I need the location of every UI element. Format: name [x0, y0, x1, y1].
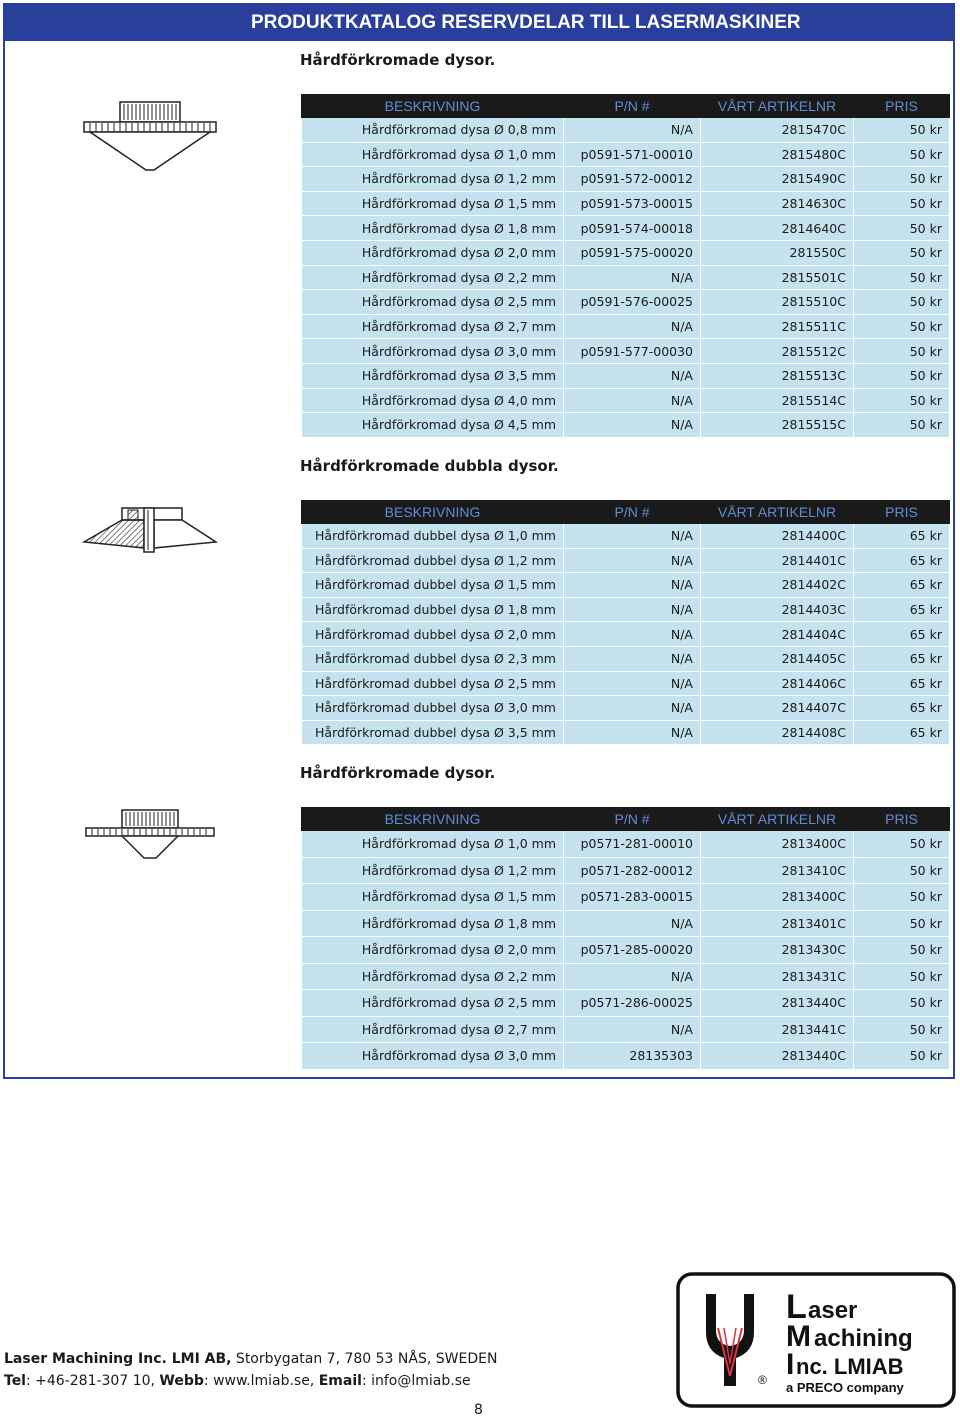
- table-row: [302, 548, 950, 573]
- cell-pn: N/A: [564, 413, 701, 438]
- cell-description: Hårdförkromad dysa Ø 1,8 mm: [302, 910, 564, 937]
- table-row: [302, 167, 950, 192]
- col-header-description: BESKRIVNING: [302, 95, 564, 118]
- table-row: [302, 720, 950, 745]
- cell-article: 2815501C: [701, 265, 854, 290]
- table-section-3: [301, 807, 950, 1070]
- section-heading-2: Hårdförkromade dubbla dysor.: [300, 457, 559, 475]
- table-row: [302, 363, 950, 388]
- table-row: [302, 314, 950, 339]
- cell-pn: p0591-572-00012: [564, 167, 701, 192]
- cell-article: 2813441C: [701, 1016, 854, 1043]
- cell-pn: N/A: [564, 118, 701, 143]
- cell-price: 50 kr: [854, 240, 950, 265]
- cell-price: 65 kr: [854, 622, 950, 647]
- cell-price: 50 kr: [854, 831, 950, 858]
- table-row: [302, 142, 950, 167]
- cell-pn: p0571-282-00012: [564, 857, 701, 884]
- cell-price: 50 kr: [854, 937, 950, 964]
- cell-price: 65 kr: [854, 696, 950, 721]
- table-row: [302, 597, 950, 622]
- cell-article: 2815470C: [701, 118, 854, 143]
- cell-price: 50 kr: [854, 167, 950, 192]
- table-row: [302, 857, 950, 884]
- col-header-pn: P/N #: [564, 95, 701, 118]
- section-heading-3: Hårdförkromade dysor.: [300, 764, 496, 782]
- col-header-description: BESKRIVNING: [302, 501, 564, 524]
- cell-pn: p0591-577-00030: [564, 339, 701, 364]
- table-row: [302, 831, 950, 858]
- table-row: [302, 990, 950, 1017]
- cell-pn: N/A: [564, 265, 701, 290]
- footer-tel-label: Tel: [4, 1373, 26, 1389]
- cell-article: 2814401C: [701, 548, 854, 573]
- cell-article: 2813400C: [701, 884, 854, 911]
- cell-price: 65 kr: [854, 720, 950, 745]
- table-row: [302, 388, 950, 413]
- table-row: [302, 910, 950, 937]
- cell-article: 2813400C: [701, 831, 854, 858]
- table-row: [302, 118, 950, 143]
- cell-description: Hårdförkromad dysa Ø 2,2 mm: [302, 963, 564, 990]
- cell-description: Hårdförkromad dysa Ø 1,5 mm: [302, 191, 564, 216]
- cell-description: Hårdförkromad dubbel dysa Ø 1,5 mm: [302, 573, 564, 598]
- table-body: [302, 524, 950, 745]
- table-header-row: [302, 501, 950, 524]
- table-header-row: [302, 95, 950, 118]
- cell-pn: N/A: [564, 597, 701, 622]
- logo-tagline: a PRECO company: [786, 1380, 904, 1395]
- nozzle-drawing-2: [82, 504, 218, 554]
- table-row: [302, 622, 950, 647]
- cell-description: Hårdförkromad dysa Ø 1,0 mm: [302, 831, 564, 858]
- cell-price: 50 kr: [854, 118, 950, 143]
- logo-initial-i: I: [786, 1348, 795, 1381]
- cell-article: 2815490C: [701, 167, 854, 192]
- cell-pn: N/A: [564, 573, 701, 598]
- cell-pn: p0571-281-00010: [564, 831, 701, 858]
- page-title: PRODUKTKATALOG RESERVDELAR TILL LASERMASKINER: [5, 5, 953, 41]
- cell-pn: N/A: [564, 696, 701, 721]
- cell-article: 2815515C: [701, 413, 854, 438]
- col-header-article: VÅRT ARTIKELNR: [701, 95, 854, 118]
- col-header-article: VÅRT ARTIKELNR: [701, 501, 854, 524]
- cell-article: 2813440C: [701, 990, 854, 1017]
- cell-description: Hårdförkromad dysa Ø 2,5 mm: [302, 990, 564, 1017]
- cell-article: 2813410C: [701, 857, 854, 884]
- table-row: [302, 524, 950, 549]
- col-header-pn: P/N #: [564, 501, 701, 524]
- col-header-article: VÅRT ARTIKELNR: [701, 808, 854, 831]
- cell-description: Hårdförkromad dysa Ø 1,5 mm: [302, 884, 564, 911]
- nozzle-drawing-1: [82, 96, 218, 174]
- cell-price: 50 kr: [854, 339, 950, 364]
- cell-description: Hårdförkromad dubbel dysa Ø 3,5 mm: [302, 720, 564, 745]
- cell-article: 2814403C: [701, 597, 854, 622]
- cell-price: 65 kr: [854, 548, 950, 573]
- cell-article: 2813431C: [701, 963, 854, 990]
- cell-article: 2813440C: [701, 1043, 854, 1070]
- logo-initial-m: M: [786, 1320, 811, 1353]
- table-row: [302, 671, 950, 696]
- table-row: [302, 265, 950, 290]
- col-header-price: PRIS: [854, 808, 950, 831]
- table-header-row: [302, 808, 950, 831]
- cell-pn: p0591-575-00020: [564, 240, 701, 265]
- cell-description: Hårdförkromad dubbel dysa Ø 2,5 mm: [302, 671, 564, 696]
- cell-article: 281550C: [701, 240, 854, 265]
- cell-price: 50 kr: [854, 142, 950, 167]
- cell-price: 65 kr: [854, 524, 950, 549]
- footer-address-line: [4, 1351, 497, 1367]
- table-section-2: [301, 500, 950, 745]
- cell-pn: N/A: [564, 646, 701, 671]
- cell-article: 2814404C: [701, 622, 854, 647]
- table-row: [302, 240, 950, 265]
- cell-price: 50 kr: [854, 1016, 950, 1043]
- cell-article: 2814406C: [701, 671, 854, 696]
- footer-tel: : +46-281-307 10,: [25, 1373, 160, 1389]
- col-header-price: PRIS: [854, 95, 950, 118]
- cell-pn: N/A: [564, 910, 701, 937]
- cell-pn: p0591-576-00025: [564, 290, 701, 315]
- table-row: [302, 646, 950, 671]
- cell-price: 50 kr: [854, 363, 950, 388]
- table-row: [302, 963, 950, 990]
- cell-description: Hårdförkromad dysa Ø 2,2 mm: [302, 265, 564, 290]
- logo-initial-l: L: [786, 1288, 807, 1326]
- table-row: [302, 884, 950, 911]
- cell-article: 2814405C: [701, 646, 854, 671]
- cell-article: 2814408C: [701, 720, 854, 745]
- section-heading-1: Hårdförkromade dysor.: [300, 51, 496, 69]
- table-row: [302, 937, 950, 964]
- cell-article: 2815512C: [701, 339, 854, 364]
- cell-price: 50 kr: [854, 910, 950, 937]
- cell-description: Hårdförkromad dubbel dysa Ø 1,8 mm: [302, 597, 564, 622]
- col-header-price: PRIS: [854, 501, 950, 524]
- cell-pn: N/A: [564, 963, 701, 990]
- cell-pn: p0571-286-00025: [564, 990, 701, 1017]
- cell-description: Hårdförkromad dysa Ø 0,8 mm: [302, 118, 564, 143]
- cell-pn: p0571-283-00015: [564, 884, 701, 911]
- cell-description: Hårdförkromad dubbel dysa Ø 2,3 mm: [302, 646, 564, 671]
- cell-pn: N/A: [564, 548, 701, 573]
- cell-price: 65 kr: [854, 597, 950, 622]
- footer-contact-line: [4, 1373, 471, 1389]
- cell-pn: p0591-573-00015: [564, 191, 701, 216]
- company-logo: [676, 1272, 956, 1410]
- cell-article: 2815510C: [701, 290, 854, 315]
- cell-article: 2814630C: [701, 191, 854, 216]
- cell-price: 50 kr: [854, 413, 950, 438]
- cell-pn: p0591-571-00010: [564, 142, 701, 167]
- cell-price: 65 kr: [854, 646, 950, 671]
- cell-pn: N/A: [564, 363, 701, 388]
- cell-article: 2813401C: [701, 910, 854, 937]
- table-section-1: [301, 94, 950, 438]
- cell-article: 2815511C: [701, 314, 854, 339]
- cell-price: 50 kr: [854, 963, 950, 990]
- cell-description: Hårdförkromad dysa Ø 3,5 mm: [302, 363, 564, 388]
- nozzle-drawing-3: [82, 806, 218, 862]
- cell-pn: p0571-285-00020: [564, 937, 701, 964]
- table-row: [302, 191, 950, 216]
- cell-article: 2815513C: [701, 363, 854, 388]
- cell-price: 50 kr: [854, 1043, 950, 1070]
- cell-description: Hårdförkromad dysa Ø 2,5 mm: [302, 290, 564, 315]
- footer-company: Laser Machining Inc. LMI AB,: [4, 1351, 232, 1367]
- cell-pn: N/A: [564, 1016, 701, 1043]
- cell-pn: N/A: [564, 671, 701, 696]
- cell-article: 2814407C: [701, 696, 854, 721]
- footer-email: : info@lmiab.se: [361, 1373, 471, 1389]
- table-row: [302, 573, 950, 598]
- cell-pn: 28135303: [564, 1043, 701, 1070]
- col-header-description: BESKRIVNING: [302, 808, 564, 831]
- table-row: [302, 216, 950, 241]
- table-row: [302, 1043, 950, 1070]
- cell-description: Hårdförkromad dysa Ø 2,7 mm: [302, 314, 564, 339]
- cell-price: 50 kr: [854, 290, 950, 315]
- cell-pn: N/A: [564, 388, 701, 413]
- cell-price: 50 kr: [854, 314, 950, 339]
- cell-price: 50 kr: [854, 265, 950, 290]
- cell-pn: N/A: [564, 622, 701, 647]
- cell-pn: N/A: [564, 314, 701, 339]
- footer-address: Storbygatan 7, 780 53 NÅS, SWEDEN: [231, 1351, 498, 1367]
- cell-description: Hårdförkromad dysa Ø 4,5 mm: [302, 413, 564, 438]
- cell-description: Hårdförkromad dysa Ø 1,8 mm: [302, 216, 564, 241]
- cell-article: 2815480C: [701, 142, 854, 167]
- cell-description: Hårdförkromad dysa Ø 1,0 mm: [302, 142, 564, 167]
- cell-description: Hårdförkromad dysa Ø 1,2 mm: [302, 167, 564, 192]
- logo-line-2: achining: [814, 1325, 913, 1352]
- cell-description: Hårdförkromad dysa Ø 2,0 mm: [302, 240, 564, 265]
- cell-description: Hårdförkromad dubbel dysa Ø 1,2 mm: [302, 548, 564, 573]
- registered-mark: ®: [758, 1373, 767, 1387]
- cell-description: Hårdförkromad dysa Ø 2,7 mm: [302, 1016, 564, 1043]
- cell-price: 50 kr: [854, 990, 950, 1017]
- cell-price: 50 kr: [854, 884, 950, 911]
- cell-description: Hårdförkromad dysa Ø 1,2 mm: [302, 857, 564, 884]
- table-row: [302, 290, 950, 315]
- cell-pn: N/A: [564, 720, 701, 745]
- cell-price: 50 kr: [854, 191, 950, 216]
- cell-article: 2814402C: [701, 573, 854, 598]
- logo-line-3: nc. LMIAB: [796, 1354, 904, 1379]
- cell-description: Hårdförkromad dubbel dysa Ø 1,0 mm: [302, 524, 564, 549]
- table-body: [302, 118, 950, 438]
- cell-description: Hårdförkromad dysa Ø 2,0 mm: [302, 937, 564, 964]
- table-row: [302, 1016, 950, 1043]
- cell-price: 50 kr: [854, 216, 950, 241]
- cell-article: 2815514C: [701, 388, 854, 413]
- cell-pn: N/A: [564, 524, 701, 549]
- cell-description: Hårdförkromad dubbel dysa Ø 2,0 mm: [302, 622, 564, 647]
- cell-price: 50 kr: [854, 388, 950, 413]
- cell-price: 65 kr: [854, 671, 950, 696]
- footer-web: : www.lmiab.se,: [203, 1373, 319, 1389]
- cell-description: Hårdförkromad dysa Ø 4,0 mm: [302, 388, 564, 413]
- cell-article: 2814400C: [701, 524, 854, 549]
- cell-description: Hårdförkromad dysa Ø 3,0 mm: [302, 339, 564, 364]
- cell-description: Hårdförkromad dysa Ø 3,0 mm: [302, 1043, 564, 1070]
- page-number: 8: [474, 1402, 483, 1418]
- cell-price: 50 kr: [854, 857, 950, 884]
- table-row: [302, 339, 950, 364]
- table-row: [302, 413, 950, 438]
- table-row: [302, 696, 950, 721]
- cell-article: 2814640C: [701, 216, 854, 241]
- cell-article: 2813430C: [701, 937, 854, 964]
- logo-line-1: aser: [808, 1297, 858, 1324]
- cell-price: 65 kr: [854, 573, 950, 598]
- footer-web-label: Webb: [159, 1373, 204, 1389]
- cell-description: Hårdförkromad dubbel dysa Ø 3,0 mm: [302, 696, 564, 721]
- col-header-pn: P/N #: [564, 808, 701, 831]
- cell-pn: p0591-574-00018: [564, 216, 701, 241]
- footer-email-label: Email: [318, 1373, 362, 1389]
- table-body: [302, 831, 950, 1070]
